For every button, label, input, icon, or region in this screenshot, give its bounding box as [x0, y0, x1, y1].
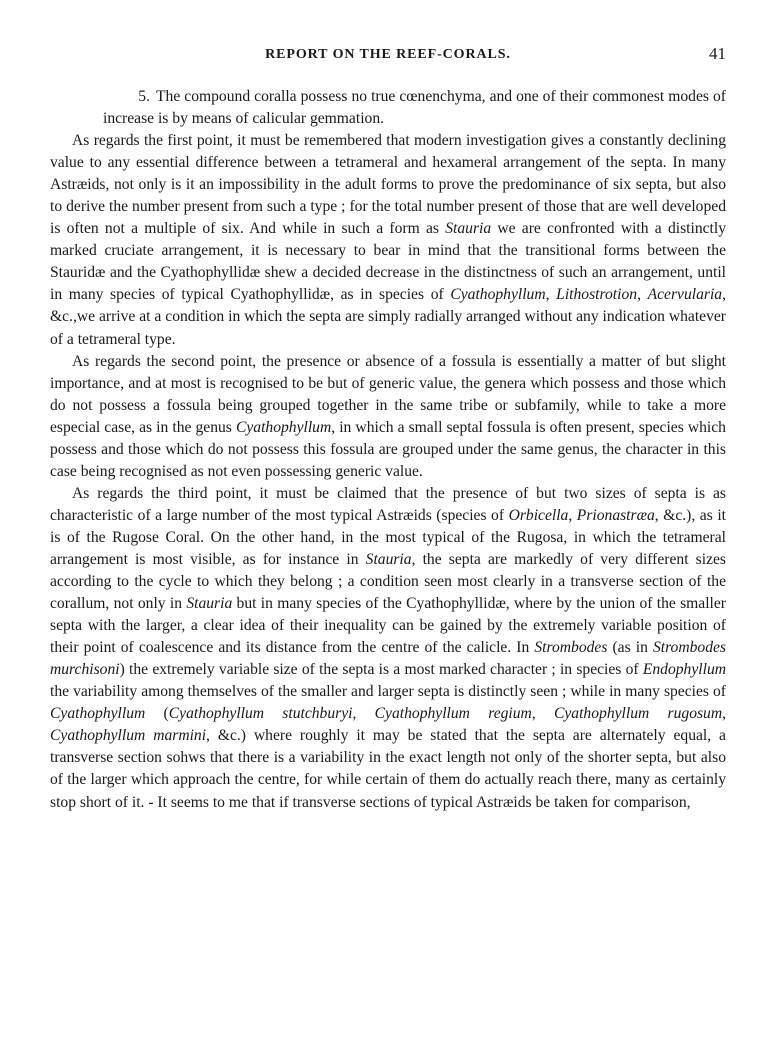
- body-text: [50, 86, 726, 814]
- italic-term: Strombodes: [534, 639, 608, 657]
- page: [50, 40, 726, 814]
- paragraph-first-point: As regards the first point, it must be remembered that modern investigation gives a constantly declining value to any essential difference between a tetrameral and hexameral arrangement of the septa. In many Astræids, not only is it an impossibility in the adult forms to prove the predominance of six septa, but also to derive the number present from such a type ; for the total number present of those that are well developed is often not a multiple of six. And while in such a form as Stauria we are confronted with a distinctly marked cruciate arrangement, it is necessary to bear in mind that the transitional forms between the Stauridæ and the Cyathophyllidæ shew a decided decrease in the distinctness of such an arrangement, until in many species of typical Cyathophyllidæ, as in species of Cyathophyllum, Lithostrotion, Acervularia, &c.,we arrive at a condition in which the septa are simply radially arranged without any indication whatever of a tetrameral type.: [50, 132, 726, 348]
- italic-term: Stauria: [365, 550, 412, 568]
- italic-term: Prionastræa: [576, 506, 655, 524]
- italic-term: Acervularia: [647, 286, 723, 304]
- running-title: REPORT ON THE REEF-CORALS.: [265, 47, 511, 62]
- page-number: 41: [709, 44, 726, 63]
- item-text: The compound coralla possess no true cœnenchyma, and one of their commonest modes of increase is by means of calicular gemmation.: [103, 88, 726, 128]
- italic-term: Cyathophyllum: [235, 418, 332, 436]
- italic-term: Endophyllum: [642, 661, 726, 679]
- italic-term: Stauria: [186, 595, 233, 613]
- paragraph-second-point: As regards the second point, the presence or absence of a fossula is essentially a matter of but slight importance, and at most is recognised to be but of generic value, the genera which possess and those which do not possess a fossula being grouped together in the same tribe or subfamily, while to take a more especial case, as in the genus Cyathophyllum, in which a small septal fossula is often present, species which possess and those which do not possess this fossula are grouped under the same genus, the character in this case being recognised as not even possessing generic value.: [50, 352, 726, 480]
- item-number: 5.: [138, 88, 150, 105]
- italic-term: Cyathophyllum rugosum: [553, 705, 723, 723]
- numbered-item-5: [50, 86, 726, 130]
- italic-term: Cyathophyllum regium: [374, 705, 532, 723]
- italic-term: Cyathophyllum stutchburyi: [168, 705, 353, 723]
- italic-term: Cyathophyllum: [450, 286, 546, 304]
- italic-term: Strombodes murchisoni: [50, 639, 726, 679]
- italic-term: Orbicella: [508, 506, 569, 524]
- running-header: [50, 40, 726, 66]
- italic-term: Lithostrotion: [556, 286, 638, 304]
- paragraph-third-point: As regards the third point, it must be claimed that the presence of but two sizes of septa is as characteristic of a large number of the most typical Astræids (species of Orbicella, Prionastræa, &c.), as it is of the Rugose Coral. On the other hand, in the most typical of the Rugosa, in which the tetrameral arrangement is most visible, as for instance in Stauria, the septa are markedly of very different sizes according to the cycle to which they belong ; a condition seen most clearly in a transverse section of the corallum, not only in Stauria but in many species of the Cyathophyllidæ, where by the union of the smaller septa with the larger, a clear idea of their inequality can be gained by the extremely variable position of their point of coalescence and its distance from the centre of the calicle. In Strombodes (as in Strombodes murchisoni) the extremely variable size of the septa is a most marked character ; in species of Endophyllum the variability among themselves of the smaller and larger septa is distinctly seen ; while in many species of Cyathophyllum (Cyathophyllum stutchburyi, Cyathophyllum regium, Cyathophyllum rugosum, Cyathophyllum marmini, &c.) where roughly it may be stated that the septa are alternately equal, a transverse section sohws that there is a variability in the exact length not only of the shorter septa, but also of the larger which approach the centre, for while certain of them do actually reach there, many as certainly stop short of it. - It seems to me that if transverse sections of typical Astræids be taken for comparison,: [50, 484, 727, 811]
- italic-term: Cyathophyllum: [50, 705, 146, 723]
- italic-term: Cyathophyllum marmini: [50, 727, 207, 745]
- italic-term: Stauria: [445, 220, 492, 238]
